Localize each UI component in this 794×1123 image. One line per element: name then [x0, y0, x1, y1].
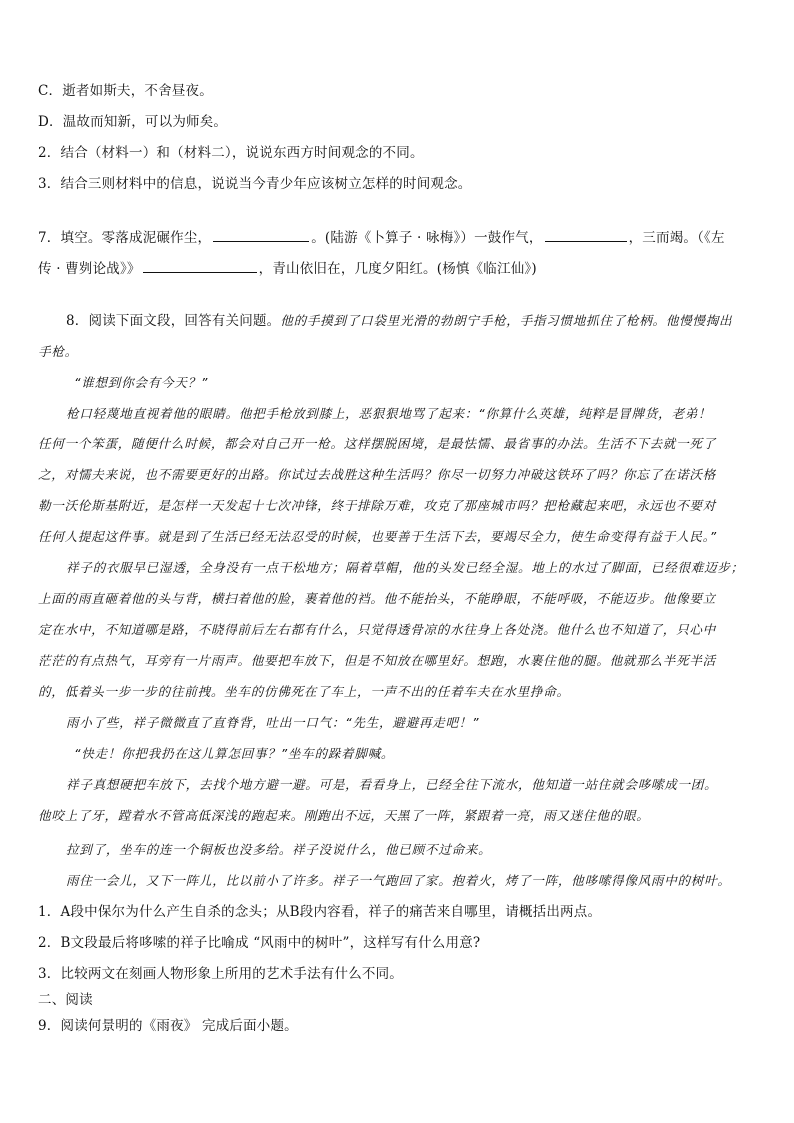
- q7-text-1: 7．填空。零落成泥碾作尘，: [38, 230, 212, 246]
- q8-text-line-9: 祥子的衣服早已湿透，全身没有一点干松地方；隔着草帽，他的头发已经全湿。地上的水过了脚面，已经很难迈步；: [66, 560, 744, 575]
- q8-text-line-2: 手枪。: [38, 344, 78, 359]
- q7-text-2: 。(陆游《卜算子 · 咏梅》）一鼓作气，: [311, 230, 543, 246]
- q7-text-4: 传 · 曹刿论战》》: [38, 261, 141, 277]
- q8-text-line-3: “谁想到你会有今天？”: [74, 375, 209, 390]
- option-d: D．温故而知新，可以为师矣。: [38, 114, 228, 130]
- q8-text-line-7: 勒一沃伦斯基附近，是怎样一天发起十七次冲锋，终于排除万难，攻克了那座城市吗？把枪藏起来吧，永远也不要对: [38, 498, 716, 513]
- q8-text-line-1: 他的手摸到了口袋里光滑的勃朗宁手枪，手指习惯地抓住了枪柄。他慢慢掏出: [280, 313, 733, 328]
- q8-subquestion-1: 1．A段中保尔为什么产生自杀的念头；从B段内容看，祥子的痛苦来自哪里，请概括出两点。: [38, 904, 602, 920]
- q7-blank-1[interactable]: [213, 228, 309, 242]
- section-heading-reading: 二、阅读: [38, 992, 93, 1008]
- q7-text-3: ，三而竭。（《左: [628, 230, 725, 246]
- q8-text-line-13: 的，低着头一步一步的往前拽。坐车的仿佛死在了车上，一声不出的任着车夫在水里挣命。: [38, 684, 570, 699]
- q6-subquestion-2: 2．结合（材料一）和（材料二），说说东西方时间观念的不同。: [38, 145, 424, 161]
- q8-text-line-18: 拉到了，坐车的连一个铜板也没多给。祥子没说什么，他已顾不过命来。: [66, 842, 492, 857]
- q7-line-2: [38, 259, 537, 278]
- q8-subquestion-3: 3．比较两文在刻画人物形象上所用的艺术手法有什么不同。: [38, 966, 403, 982]
- q8-text-line-17: 他咬上了牙，蹚着水不管高低深浅的跑起来。刚跑出不远，天黑了一阵，紧跟着一亮，雨又迷住他的眼。: [38, 808, 650, 823]
- q7-blank-2[interactable]: [545, 228, 627, 242]
- q8-intro: 8．阅读下面文段，回答有关问题。: [66, 313, 281, 329]
- q8-text-line-6: 之，对懦夫来说，也不需要更好的出路。你试过去战胜这种生活吗？你尽一切努力冲破这铁环了吗？你忘了在诺沃格: [38, 467, 716, 482]
- q7-line-1: [38, 228, 725, 247]
- q8-text-line-14: 雨小了些，祥子微微直了直脊背，吐出一口气：“先生，避避再走吧！”: [66, 715, 480, 730]
- q8-text-line-8: 任何人提起这件事。就是到了生活已经无法忍受的时候，也要善于生活下去，要竭尽全力，使生命变得有益于人民。”: [38, 529, 717, 544]
- q8-text-line-12: 茫茫的有点热气，耳旁有一片雨声。他要把车放下，但是不知放在哪里好。想跑，水裹住他的腿。他就那么半死半活: [38, 653, 716, 668]
- option-c: C．逝者如斯夫，不舍昼夜。: [38, 83, 213, 99]
- q9-prompt: 9．阅读何景明的《雨夜》 完成后面小题。: [38, 1018, 298, 1034]
- q8-text-line-15: “快走！你把我扔在这儿算怎回事？”坐车的跺着脚喊。: [74, 746, 395, 761]
- q8-text-line-10: 上面的雨直砸着他的头与背，横扫着他的脸，裹着他的裆。他不能抬头，不能睁眼，不能呼吸，不能迈步。他像要立: [38, 591, 716, 606]
- q7-text-5: ，青山依旧在，几度夕阳红。(杨慎《临江仙》): [258, 261, 537, 277]
- q7-blank-3[interactable]: [143, 259, 257, 273]
- q6-subquestion-3: 3．结合三则材料中的信息，说说当今青少年应该树立怎样的时间观念。: [38, 176, 472, 192]
- q8-text-line-5: 任何一个笨蛋，随便什么时候，都会对自己开一枪。这样摆脱困境，是最怯懦、最省事的办法。生活不下去就一死了: [38, 436, 716, 451]
- q8-text-line-16: 祥子真想硬把车放下，去找个地方避一避。可是，看看身上，已经全往下流水，他知道一站住就会哆嗦成一团。: [66, 777, 718, 792]
- q8-text-line-11: 定在水中，不知道哪是路，不晓得前后左右都有什么，只觉得透骨凉的水往身上各处浇。他什么也不知道了，只心中: [38, 622, 716, 637]
- q8-intro-line: [66, 312, 732, 330]
- q8-text-line-19: 雨住一会儿，又下一阵儿，比以前小了许多。祥子一气跑回了家。抱着火，烤了一阵，他哆嗦得像风雨中的树叶。: [66, 873, 731, 888]
- q8-text-line-4: 枪口轻蔑地直视着他的眼睛。他把手枪放到膝上，恶狠狠地骂了起来：“你算什么英雄，纯粹是冒牌货，老弟！: [66, 406, 712, 421]
- q8-subquestion-2: 2．B文段最后将哆嗦的祥子比喻成 “风雨中的树叶”，这样写有什么用意?: [38, 935, 481, 951]
